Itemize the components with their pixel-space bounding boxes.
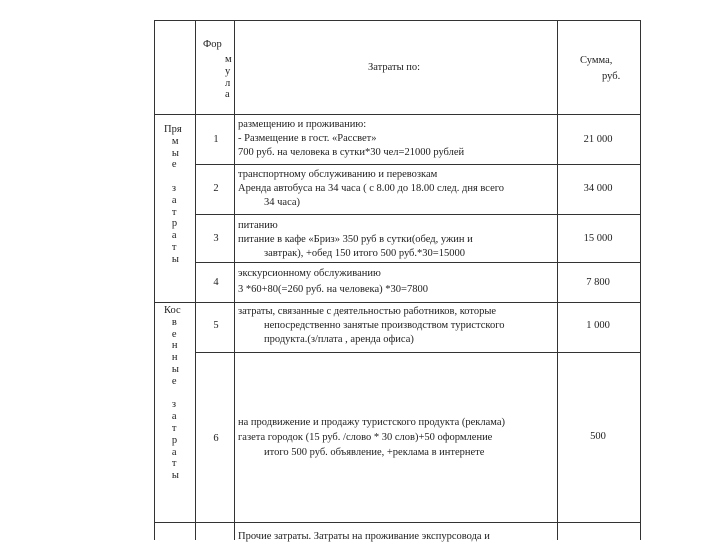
row-text: - Размещение в гост. «Рассвет» [238,133,377,144]
header-sum: Сумма, [580,55,613,66]
row-sum: 7 800 [586,277,610,288]
row-sum: 500 [590,431,606,442]
row-number: 1 [213,134,219,145]
row-number: 4 [213,277,219,288]
row-divider [195,352,641,353]
row-number: 2 [213,183,219,194]
row-number: 5 [213,320,219,331]
table-border-left [154,20,155,540]
row-sum: 34 000 [583,183,613,194]
row-text: размещению и проживанию: [238,119,367,130]
row-text: продукта.(з/плата , аренда офиса) [264,334,414,345]
row-text: 3 *60+80(=260 руб. на человека) *30=7800 [238,284,428,295]
header-costs: Затраты по: [368,62,421,73]
row-text: непосредственно занятые производством туристского [264,320,505,331]
group-divider [154,302,641,303]
table-header-divider [154,114,641,115]
row-text: 700 руб. на человека в сутки*30 чел=21000 рублей [238,147,465,158]
row-text: Аренда автобуса на 34 часа ( с 8.00 до 18.00 след. дня всего [238,183,505,194]
row-text: питанию [238,220,278,231]
row-text: питание в кафе «Бриз» 350 руб в сутки(обед, ужин и [238,234,473,245]
group-label-direct-costs: Пря м ы е з а т р а т ы [164,124,182,265]
table-border-top [154,20,641,21]
row-divider [195,262,641,263]
row-text: на продвижение и продажу туристского продукта (реклама) [238,417,505,428]
row-text: итого 500 руб. объявление, +реклама в интернете [264,447,485,458]
row-number: 3 [213,233,219,244]
row-number: 6 [213,433,219,444]
row-text: газета городок (15 руб. /слово * 30 слов)+50 оформление [238,432,493,443]
row-divider [154,522,641,523]
row-text: затраты, связанные с деятельностью работников, которые [238,306,497,317]
row-text: транспортному обслуживанию и перевозкам [238,169,438,180]
row-sum: 1 000 [586,320,610,331]
row-sum: 21 000 [583,134,613,145]
header-formula: Фор [203,39,222,50]
row-divider [195,214,641,215]
header-sum-unit: руб. [602,71,621,82]
footer-partial-text: Прочие затраты. Затраты на проживание экспурсовода и [238,531,490,542]
row-text: экскурсионному обслуживанию [238,268,381,279]
row-text: завтрак), +обед 150 итого 500 руб.*30=15000 [264,248,465,259]
row-divider [195,164,641,165]
group-label-indirect-costs: Кос в е н н ы е з а т р а т ы [164,305,181,482]
row-text: 34 часа) [264,197,301,208]
header-formula-vertical: м у л а [225,54,232,101]
row-sum: 15 000 [583,233,613,244]
